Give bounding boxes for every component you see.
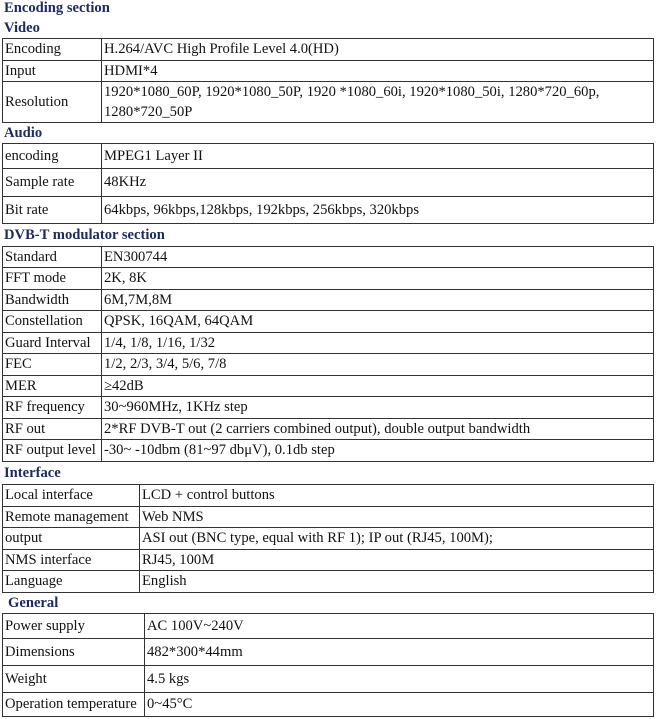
row-label: RF out (3, 419, 102, 440)
table-row (3, 376, 654, 397)
audio-table (2, 143, 654, 224)
table-row (3, 333, 654, 354)
row-value: Web NMS (140, 507, 654, 528)
row-label: FEC (3, 354, 102, 376)
dvbt-table (2, 246, 654, 462)
row-value: 1/4, 1/8, 1/16, 1/32 (102, 333, 654, 354)
table-row (3, 528, 654, 550)
row-value: ≥42dB (102, 376, 654, 397)
row-label: RF output level (3, 440, 102, 462)
row-label: Language (3, 571, 140, 593)
row-label: RF frequency (3, 397, 102, 419)
table-row (3, 614, 654, 639)
general-heading: General (8, 595, 59, 611)
row-label: Sample rate (3, 169, 102, 197)
table-row (3, 268, 654, 290)
row-value: H.264/AVC High Profile Level 4.0(HD) (102, 39, 654, 61)
row-label: encoding (3, 144, 102, 169)
row-value: 6M,7M,8M (102, 290, 654, 311)
video-table (2, 38, 654, 123)
table-row (3, 639, 654, 666)
table-row (3, 311, 654, 333)
row-value: -30~ -10dbm (81~97 dbμV), 0.1db step (102, 440, 654, 462)
table-row (3, 666, 654, 693)
row-label: Weight (3, 666, 145, 693)
row-value: AC 100V~240V (145, 614, 654, 639)
table-row (3, 290, 654, 311)
row-value: 2K, 8K (102, 268, 654, 290)
table-row (3, 419, 654, 440)
table-row (3, 197, 654, 224)
table-row (3, 144, 654, 169)
row-value: 0~45°C (145, 693, 654, 717)
row-value: 4.5 kgs (145, 666, 654, 693)
table-row (3, 485, 654, 507)
table-row (3, 693, 654, 717)
video-heading: Video (4, 20, 40, 36)
table-row (3, 61, 654, 82)
row-label: Remote management (3, 507, 140, 528)
row-label: Input (3, 61, 102, 82)
row-value: EN300744 (102, 247, 654, 268)
table-row (3, 82, 654, 123)
row-label: Constellation (3, 311, 102, 333)
row-label: Local interface (3, 485, 140, 507)
row-value: ASI out (BNC type, equal with RF 1); IP out (RJ45, 100M); (140, 528, 654, 550)
row-label: Standard (3, 247, 102, 268)
table-row (3, 354, 654, 376)
row-label: Operation temperature (3, 693, 145, 717)
row-label: NMS interface (3, 550, 140, 571)
dvbt-heading: DVB-T modulator section (4, 227, 165, 243)
table-row (3, 571, 654, 593)
table-row (3, 39, 654, 61)
row-label: Power supply (3, 614, 145, 639)
row-value: 64kbps, 96kbps,128kbps, 192kbps, 256kbps, 320kbps (102, 197, 654, 224)
row-label: Bandwidth (3, 290, 102, 311)
row-value: LCD + control buttons (140, 485, 654, 507)
row-label: FFT mode (3, 268, 102, 290)
interface-table (2, 484, 654, 593)
row-value: English (140, 571, 654, 593)
encoding-section-heading: Encoding section (4, 0, 110, 16)
row-value: QPSK, 16QAM, 64QAM (102, 311, 654, 333)
row-value: 482*300*44mm (145, 639, 654, 666)
row-value: 1920*1080_60P, 1920*1080_50P, 1920 *1080_60i, 1920*1080_50i, 1280*720_60p, 1280*720_50P (102, 82, 654, 123)
row-value: 48KHz (102, 169, 654, 197)
row-label: MER (3, 376, 102, 397)
table-row (3, 550, 654, 571)
row-value: HDMI*4 (102, 61, 654, 82)
row-label: Bit rate (3, 197, 102, 224)
audio-heading: Audio (4, 125, 43, 141)
row-value: 30~960MHz, 1KHz step (102, 397, 654, 419)
table-row (3, 169, 654, 197)
row-label: Encoding (3, 39, 102, 61)
row-value: 2*RF DVB-T out (2 carriers combined output), double output bandwidth (102, 419, 654, 440)
interface-heading: Interface (4, 465, 61, 481)
row-label: Guard Interval (3, 333, 102, 354)
row-label: Dimensions (3, 639, 145, 666)
general-table (2, 613, 654, 717)
table-row (3, 247, 654, 268)
table-row (3, 397, 654, 419)
row-label: output (3, 528, 140, 550)
row-value: MPEG1 Layer II (102, 144, 654, 169)
row-label: Resolution (3, 82, 102, 123)
row-value: RJ45, 100M (140, 550, 654, 571)
table-row (3, 440, 654, 462)
row-value: 1/2, 2/3, 3/4, 5/6, 7/8 (102, 354, 654, 376)
table-row (3, 507, 654, 528)
